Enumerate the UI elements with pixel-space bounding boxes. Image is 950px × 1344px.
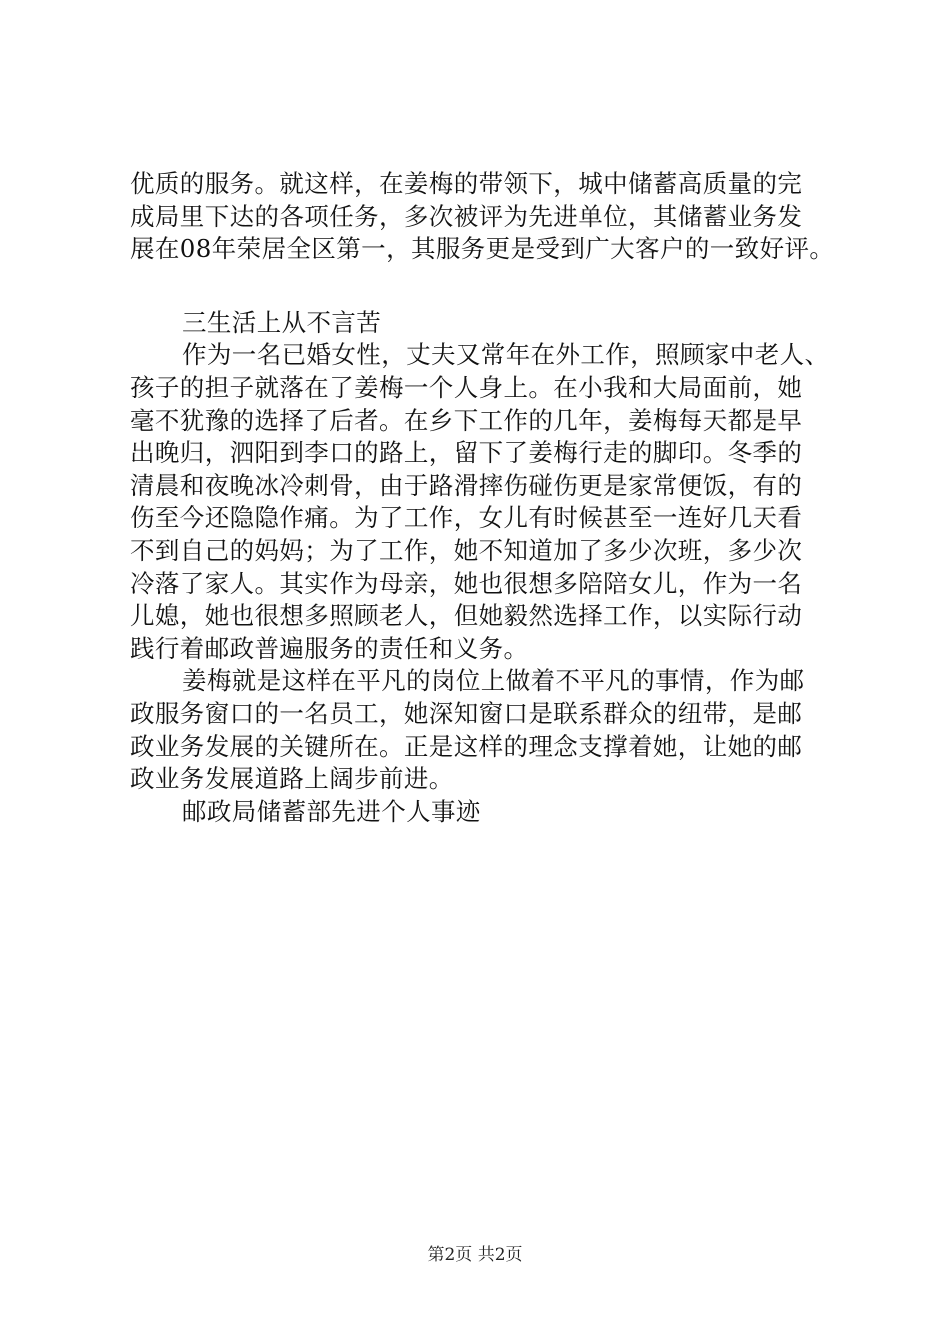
text-line: 政业务发展道路上阔步前进。 [130,764,454,794]
paragraph-2 [130,339,850,665]
text-line: 展在08年荣居全区第一，其服务更是受到广大客户的一致好评。 [130,234,835,264]
text-line: 姜梅就是这样在平凡的岗位上做着不平凡的事情，作为邮 [182,666,805,696]
text-line: 孩子的担子就落在了姜梅一个人身上。在小我和大局面前，她 [130,372,803,402]
text-line: 伤至今还隐隐作痛。为了工作，女儿有时候甚至一连好几天看 [130,503,803,533]
text-line: 作为一名已婚女性，丈夫又常年在外工作，照顾家中老人、 [182,340,830,370]
text-line: 成局里下达的各项任务，多次被评为先进单位，其储蓄业务发 [130,201,803,231]
text-line: 优质的服务。就这样，在姜梅的带领下，城中储蓄高质量的完 [130,169,803,198]
text-line: 政业务发展的关键所在。正是这样的理念支撑着她，让她的邮 [130,731,803,761]
text-line: 出晚归，泗阳到李口的路上，留下了姜梅行走的脚印。冬季的 [130,438,803,468]
text-line: 践行着邮政普遍服务的责任和义务。 [130,633,529,663]
paragraph-3 [130,665,850,795]
paragraph-1 [130,168,850,266]
text-line: 冷落了家人。其实作为母亲，她也很想多陪陪女儿，作为一名 [130,568,803,598]
text-line: 清晨和夜晚冰冷刺骨，由于路滑摔伤碰伤更是家常便饭，有的 [130,470,803,500]
page-number: 第2页 共2页 [427,1245,523,1265]
section-heading: 三生活上从不言苦 [182,307,382,337]
text-line: 不到自己的妈妈；为了工作，她不知道加了多少次班，多少次 [130,535,803,565]
closing-title: 邮政局储蓄部先进个人事迹 [182,796,481,826]
text-line: 政服务窗口的一名员工，她深知窗口是联系群众的纽带，是邮 [130,698,803,728]
text-line: 儿媳，她也很想多照顾老人，但她毅然选择工作，以实际行动 [130,601,803,631]
text-line: 毫不犹豫的选择了后者。在乡下工作的几年，姜梅每天都是早 [130,405,803,435]
paragraph-spacer [130,266,850,307]
document-body [130,168,850,828]
